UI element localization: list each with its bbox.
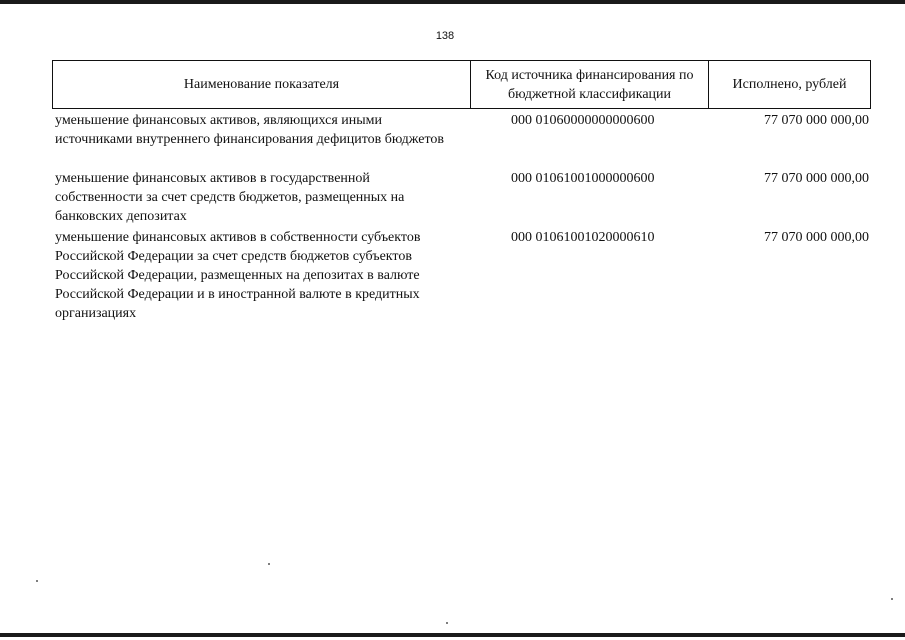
table-header (52, 60, 871, 109)
scan-speck (268, 563, 270, 565)
scan-top-edge (0, 0, 905, 4)
row-name: уменьшение финансовых активов, являющихся иными источниками внутреннего финансирования дефицитов бюджетов (55, 113, 445, 147)
row-amount: 77 070 000 000,00 (764, 113, 869, 128)
scan-speck (36, 580, 38, 582)
scan-speck (891, 598, 893, 600)
header-code: Код источника финансирования по бюджетной классификации (471, 61, 709, 108)
row-amount: 77 070 000 000,00 (764, 230, 869, 245)
row-code: 000 01061001000000600 (511, 171, 655, 186)
row-code: 000 01060000000000600 (511, 113, 655, 128)
header-name: Наименование показателя (53, 61, 471, 108)
row-name: уменьшение финансовых активов в государственной собственности за счет средств бюджетов, размещенных на банковских депозитах (55, 171, 405, 224)
page-number: 138 (435, 30, 455, 42)
header-amount: Исполнено, рублей (732, 77, 847, 92)
scan-bottom-edge (0, 633, 905, 637)
row-code: 000 01061001020000610 (511, 230, 655, 245)
row-amount: 77 070 000 000,00 (764, 171, 869, 186)
scan-speck (446, 622, 448, 624)
row-name: уменьшение финансовых активов в собственности субъектов Российской Федерации за счет средств бюджетов субъектов Российской Федерации, размещенных на депозитах в валюте Российской Федерации и в иностранной валюте в кредитных организациях (55, 230, 421, 321)
